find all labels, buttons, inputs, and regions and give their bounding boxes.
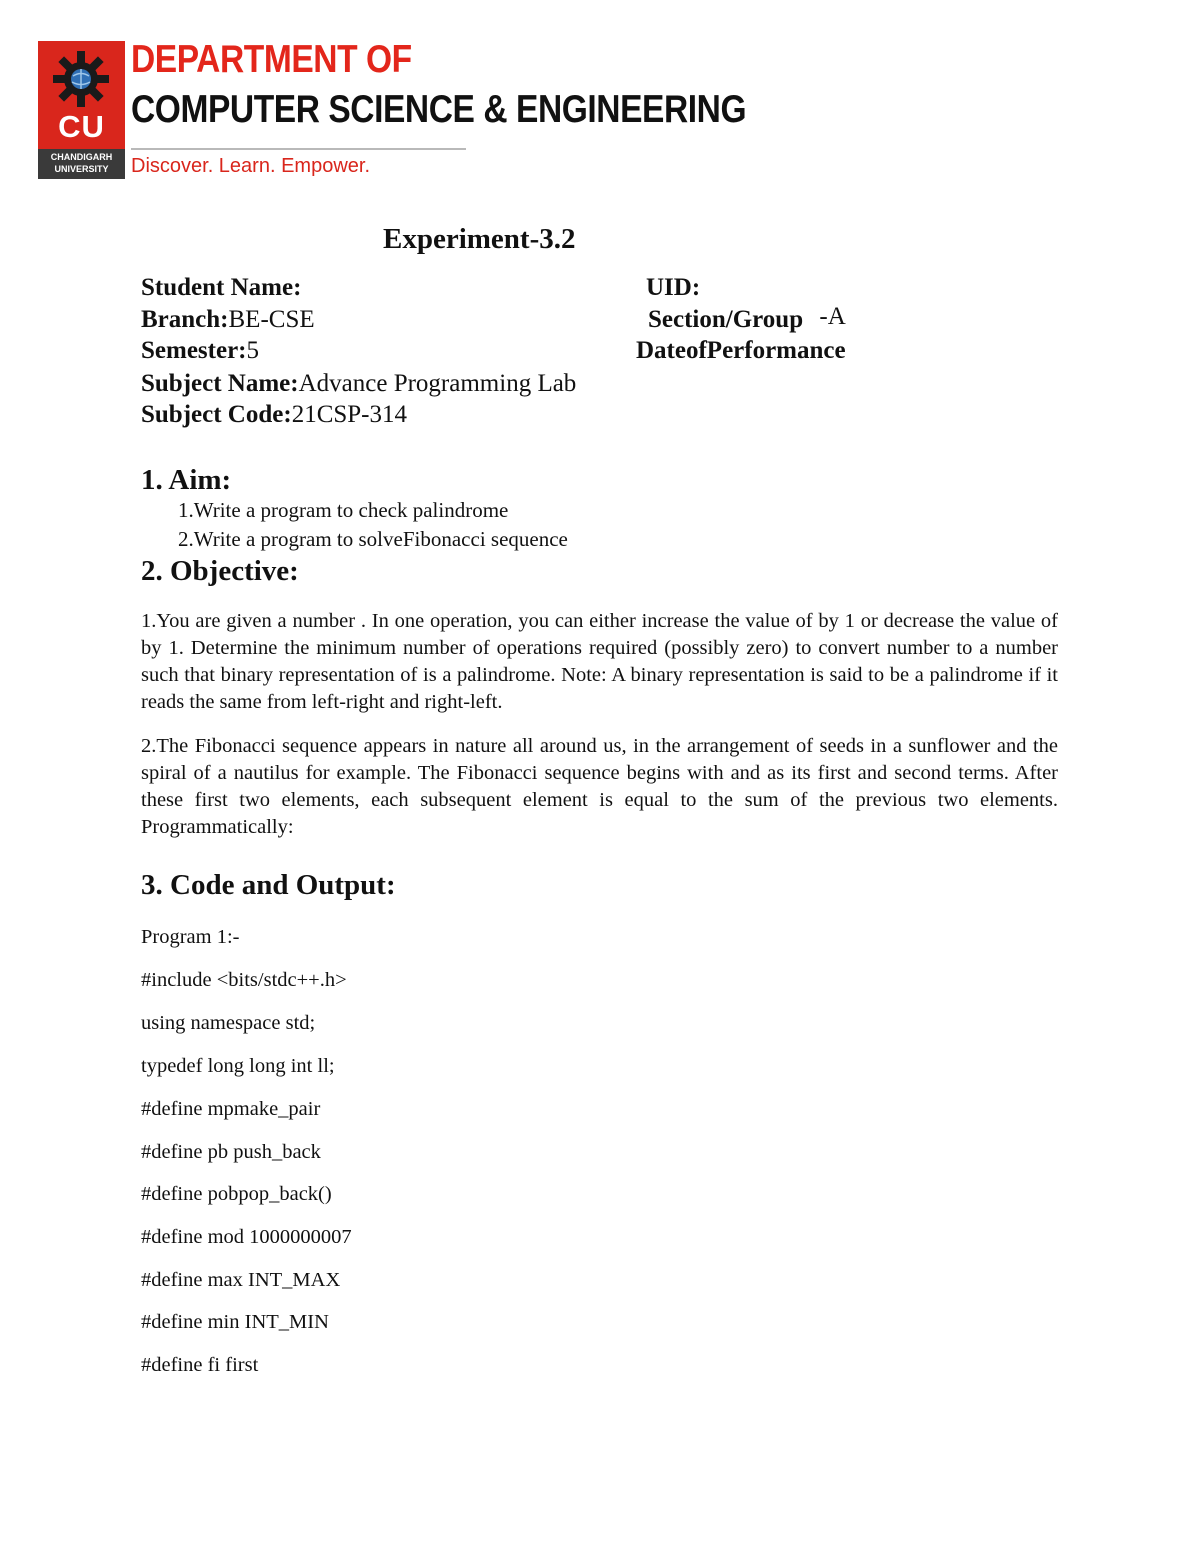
code-line: #include <bits/stdc++.h> [141, 969, 347, 991]
department-heading-line2: COMPUTER SCIENCE & ENGINEERING [131, 88, 747, 131]
semester-field [141, 336, 259, 366]
subject-code-field [141, 400, 407, 430]
section-field [648, 305, 846, 335]
experiment-title: Experiment-3.2 [383, 223, 576, 255]
semester-value: 5 [246, 337, 259, 364]
branch-label: Branch: [141, 306, 229, 333]
uid-field [646, 273, 700, 303]
aim-item: 1.Write a program to check palindrome [178, 498, 509, 522]
subject-name-field [141, 369, 576, 399]
aim-item: 2.Write a program to solveFibonacci sequence [178, 527, 568, 551]
objective-heading: 2. Objective: [141, 555, 299, 587]
university-logo [38, 41, 125, 179]
code-line: #define mod 1000000007 [141, 1226, 352, 1248]
objective-paragraph: 2.The Fibonacci sequence appears in nature all around us, in the arrangement of seeds in a sunflower and the spiral of a nautilus for example. The Fibonacci sequence begins with and as its first and second terms. After these first two elements, each subsequent element is equal to the sum of the previous two elements. Programmatically: [141, 735, 1058, 838]
department-heading-line1: DEPARTMENT OF [131, 38, 412, 81]
section-value: -A [819, 303, 846, 330]
date-label: DateofPerformance [636, 337, 846, 364]
code-line: #define pobpop_back() [141, 1183, 332, 1205]
code-line: #define fi first [141, 1354, 259, 1376]
subject-code-label: Subject Code: [141, 401, 292, 428]
gear-globe-icon [51, 49, 111, 109]
code-line: #define max INT_MAX [141, 1269, 341, 1291]
code-output-heading: 3. Code and Output: [141, 869, 396, 901]
code-line: using namespace std; [141, 1012, 316, 1034]
student-name-field [141, 273, 301, 303]
subject-name-value: Advance Programming Lab [298, 370, 577, 397]
code-line: #define mpmake_pair [141, 1098, 321, 1120]
logo-text: CU [58, 109, 105, 144]
subject-code-value: 21CSP-314 [291, 401, 407, 428]
section-label: Section/Group [648, 306, 804, 333]
branch-field [141, 305, 315, 335]
logo-university-name: CHANDIGARH UNIVERSITY [50, 152, 113, 174]
student-name-label: Student Name: [141, 274, 302, 301]
subject-name-label: Subject Name: [141, 370, 299, 397]
tagline: Discover. Learn. Empower. [131, 155, 370, 177]
aim-heading: 1. Aim: [141, 464, 232, 496]
code-line: typedef long long int ll; [141, 1055, 335, 1077]
semester-label: Semester: [141, 337, 247, 364]
code-line: #define pb push_back [141, 1141, 321, 1163]
code-line: #define min INT_MIN [141, 1311, 329, 1333]
objective-paragraph: 1.You are given a number . In one operation, you can either increase the value of by 1 or decrease the value of by 1. Determine the minimum number of operations required (possibly zero) to convert number to a number such that binary representation of is a palindrome. Note: A binary representation is said to be a palindrome if it reads the same from left-right and right-left. [141, 610, 1058, 713]
branch-value: BE-CSE [228, 306, 315, 333]
header-divider [131, 148, 466, 150]
uid-label: UID: [646, 274, 701, 301]
code-line: Program 1:- [141, 926, 240, 948]
date-of-performance-field [636, 336, 846, 366]
